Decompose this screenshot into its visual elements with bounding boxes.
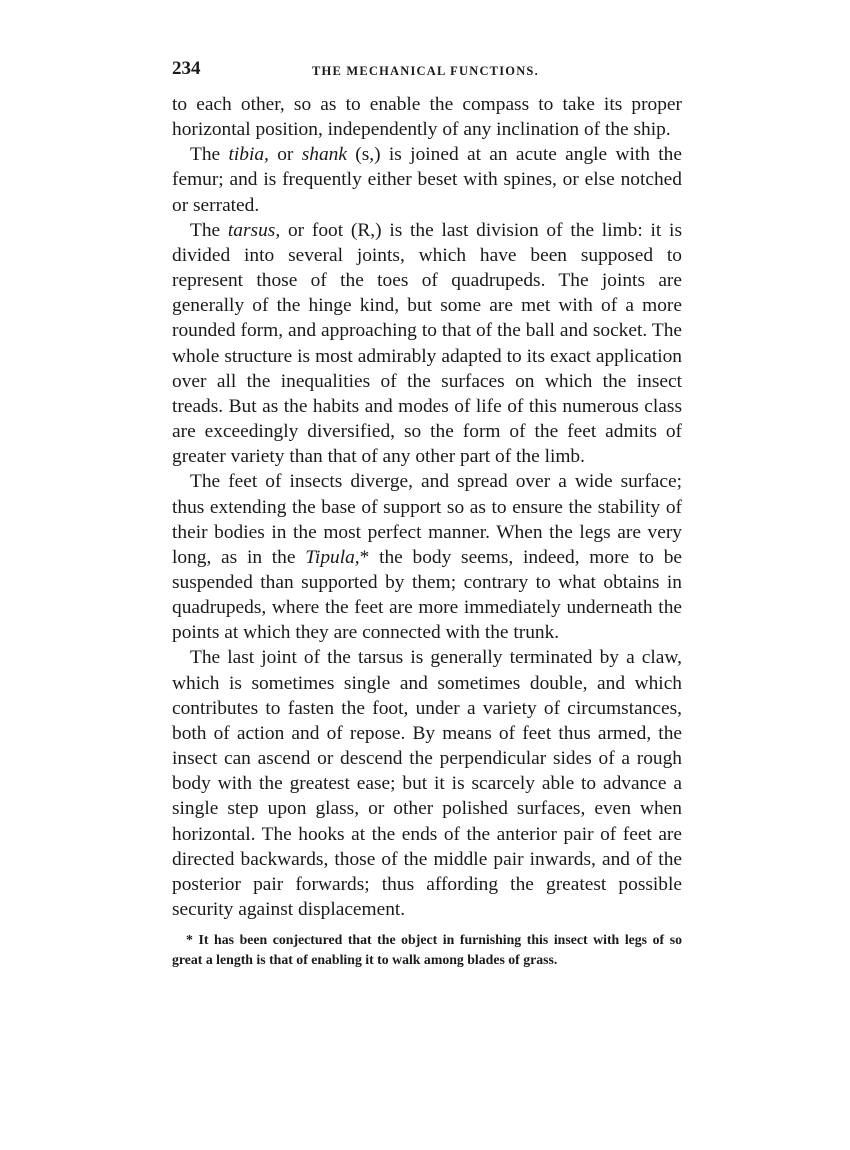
term-shank: shank xyxy=(301,144,347,166)
paragraph-tibia xyxy=(172,142,682,217)
term-tibia: tibia, xyxy=(228,144,269,166)
text-segment: or foot (R,) is the last division of the limb: it is divided into several joints, which have been supposed to represent those of the toes of quadrupeds. The joints are generally of the hinge kind, but some are met with of a more rounded form, and approaching to that of the ball and socket. The whole structure is most admirably adapted to its exact application over all the inequalities of the surfaces on which the insect treads. But as the habits and modes of life of this numerous class are exceedingly diversified, so the form of the feet admits of greater variety than that of any other part of the limb. xyxy=(172,219,682,468)
text-segment: The feet of insects diverge, and spread over a wide surface; thus extending the base of support so as to ensure the stability of their bodies in the most perfect manner. When the legs are very long, as in the xyxy=(172,471,682,568)
footnote: * It has been conjectured that the object in furnishing this insect with legs of so great a length is that of enabling it to walk among blades of grass. xyxy=(172,932,682,967)
text-segment: * the body seems, indeed, more to be suspended than supported by them; contrary to what obtains in quadrupeds, where the feet are more immediately underneath the points at which they are connected with the trunk. xyxy=(172,546,682,644)
book-page xyxy=(172,58,682,969)
text-segment: The xyxy=(190,219,228,241)
paragraph-claw: The last joint of the tarsus is generally terminated by a claw, which is sometimes single and sometimes double, and which contributes to fasten the foot, under a variety of circumstances, both of action and of repose. By means of feet thus armed, the insect can ascend or descend the perpendicular sides of a rough body with the greatest ease; but it is scarcely able to advance a single step upon glass, or other polished surfaces, even when horizontal. The hooks at the ends of the anterior pair of feet are directed backwards, those of the middle pair inwards, and of the posterior pair forwards; thus affording the greatest possible security against displacement. xyxy=(172,647,682,920)
text-segment: The xyxy=(190,144,229,166)
paragraph-feet xyxy=(172,469,682,645)
running-head xyxy=(172,58,682,92)
page-number: 234 xyxy=(172,58,201,79)
term-tipula: Tipula, xyxy=(305,546,360,568)
text-segment: (s,) is joined at an acute angle with the femur; and is frequently either beset with spines, or else notched or serrated. xyxy=(172,144,682,216)
body-text xyxy=(172,92,682,922)
running-title: THE MECHANICAL FUNCTIONS. xyxy=(312,64,539,78)
term-tarsus: tarsus, xyxy=(227,219,281,241)
paragraph-continuation: to each other, so as to enable the compass to take its proper horizontal position, independently of any inclination of the ship. xyxy=(172,94,682,141)
paragraph-tarsus xyxy=(172,218,682,470)
text-segment: or xyxy=(268,144,302,166)
